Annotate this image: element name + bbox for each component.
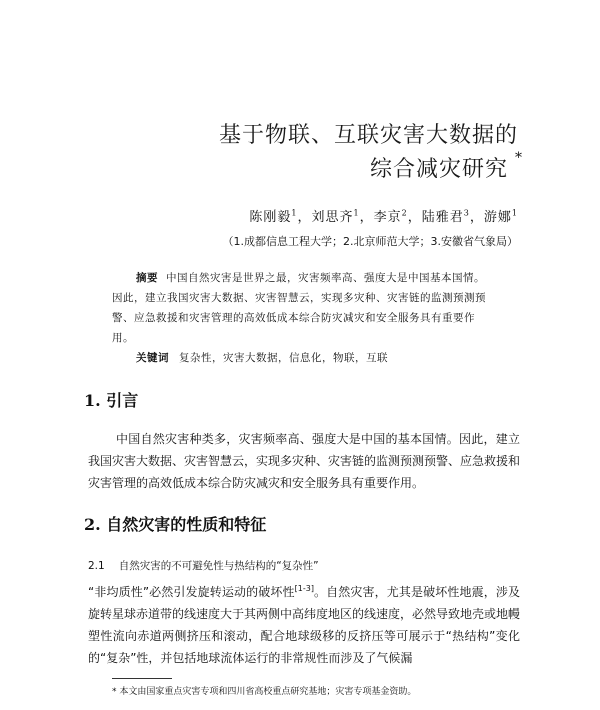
- author-affil-sup: 3: [463, 208, 470, 218]
- subsection-title: 自然灾害的不可避免性与热结构的“复杂性”: [118, 560, 319, 572]
- section2-paragraph: [88, 578, 520, 669]
- author-list: [249, 206, 518, 225]
- keywords-text: 复杂性，灾害大数据，信息化，物联，互联: [179, 352, 388, 364]
- author-affil-sup: 1: [291, 208, 298, 218]
- abstract: [112, 268, 492, 348]
- author-affil-sup: 1: [511, 208, 518, 218]
- author-separator: ，: [407, 210, 422, 225]
- abstract-label: 摘要: [136, 272, 158, 284]
- section-heading-nature: 2. 自然灾害的性质和特征: [84, 515, 267, 534]
- section-heading-intro: 1. 引言: [84, 391, 139, 410]
- author-separator: ，: [469, 210, 484, 225]
- subsection-number: 2.1: [88, 560, 105, 572]
- author-name: 刘思齐: [311, 210, 354, 225]
- keywords: [136, 350, 388, 365]
- author-name: 游娜: [483, 210, 512, 225]
- keywords-label: 关键词: [136, 352, 169, 364]
- intro-paragraph: 中国自然灾害种类多，灾害频率高、强度大是中国的基本国情。因此，建立我国灾害大数据、灾害智慧云，实现多灾种、灾害链的监测预测预警、应急救援和灾害管理的高效低成本综合防灾减灾和安全服务具有重要作用。: [88, 432, 521, 490]
- paper-title-line2: 综合减灾研究: [369, 157, 508, 182]
- affiliations: （1.成都信息工程大学；2.北京师范大学；3.安徽省气象局）: [222, 235, 518, 248]
- author-name: 陈刚毅: [249, 210, 292, 225]
- author-separator: ，: [297, 210, 312, 225]
- author-name: 陆雅君: [421, 210, 464, 225]
- citation-ref: [1-3]: [294, 584, 314, 593]
- title-footnote-mark: *: [515, 150, 522, 166]
- footnote: * 本文由国家重点灾害专项和四川省高校重点研究基地；灾害专项基金资助。: [112, 687, 417, 697]
- abstract-text: 中国自然灾害是世界之最，灾害频率高、强度大是中国基本国情。因此，建立我国灾害大数据、灾害智慧云，实现多灾种、灾害链的监测预测预警、应急救援和灾害管理的高效低成本综合防灾减灾和安全服务具有重要作用。: [112, 272, 486, 344]
- paper-title-line1: 基于物联、互联灾害大数据的: [218, 123, 518, 148]
- footnote-divider: [112, 678, 172, 679]
- author-separator: ，: [359, 210, 374, 225]
- paragraph-text: 。自然灾害，尤其是破坏性地震，涉及旋转星球赤道带的线速度大于其两侧中高纬度地区的线速度，必然导致地壳或地幔塑性流向赤道两侧挤压和滚动，配合地球级移的反挤压等可展示于“热结构”变化的“复杂”性，并包括地球流体运行的非常规性而涉及了气候漏: [88, 585, 521, 665]
- author-affil-sup: 1: [353, 208, 360, 218]
- author-affil-sup: 2: [401, 208, 408, 218]
- subsection-heading: [88, 558, 319, 573]
- paragraph-text: “非均质性”必然引发旋转运动的破坏性: [88, 585, 295, 599]
- author-name: 李京: [373, 210, 402, 225]
